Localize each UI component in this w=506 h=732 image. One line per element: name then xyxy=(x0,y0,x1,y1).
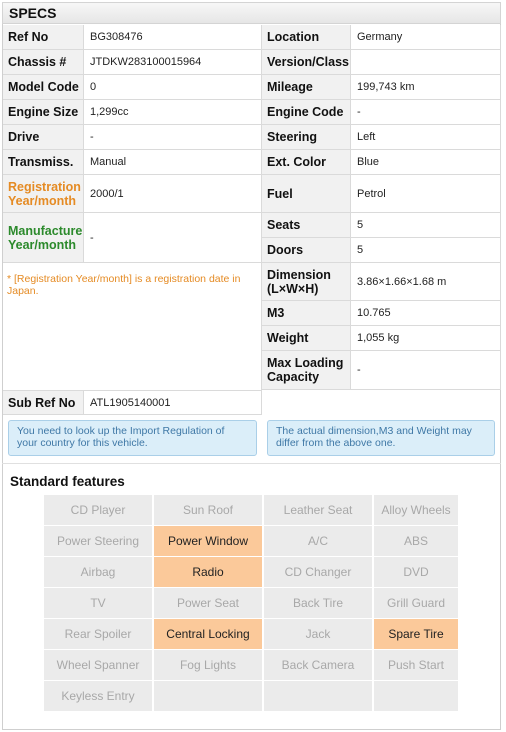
manufacture-label xyxy=(3,213,84,263)
feature-cell-empty xyxy=(374,681,458,711)
mileage-label: Mileage xyxy=(262,75,351,100)
registration-label-line1: Registration xyxy=(8,179,81,194)
dimension-label xyxy=(262,263,351,301)
standard-features-grid xyxy=(44,495,458,711)
feature-cell-empty xyxy=(264,681,372,711)
registration-note-line1: * [Registration Year/month] is a registration date in xyxy=(7,273,241,285)
feature-cell: Rear Spoiler xyxy=(44,619,152,649)
sub-ref-no-value: ATL1905140001 xyxy=(84,390,262,415)
feature-cell: Radio xyxy=(154,557,262,587)
ext-color-value: Blue xyxy=(351,150,501,175)
feature-cell: Jack xyxy=(264,619,372,649)
feature-cell: Power Seat xyxy=(154,588,262,618)
feature-cell: TV xyxy=(44,588,152,618)
feature-cell: A/C xyxy=(264,526,372,556)
steering-value: Left xyxy=(351,125,501,150)
weight-label: Weight xyxy=(262,326,351,351)
location-value: Germany xyxy=(351,25,501,50)
feature-cell: CD Changer xyxy=(264,557,372,587)
model-code-label: Model Code xyxy=(3,75,84,100)
feature-cell: Sun Roof xyxy=(154,495,262,525)
import-notice-line2: your country for this vehicle. xyxy=(17,437,148,449)
seats-value: 5 xyxy=(351,213,501,238)
ref-no-label: Ref No xyxy=(3,25,84,50)
feature-cell: Central Locking xyxy=(154,619,262,649)
chassis-value: JTDKW283100015964 xyxy=(84,50,262,75)
engine-code-label: Engine Code xyxy=(262,100,351,125)
manufacture-value: - xyxy=(84,213,262,263)
feature-cell: Power Steering xyxy=(44,526,152,556)
registration-label-line2: Year/month xyxy=(8,193,77,208)
chassis-label: Chassis # xyxy=(3,50,84,75)
doors-value: 5 xyxy=(351,238,501,263)
feature-cell: DVD xyxy=(374,557,458,587)
feature-cell: Airbag xyxy=(44,557,152,587)
version-class-label: Version/Class xyxy=(262,50,351,75)
dimension-notice-line1: The actual dimension,M3 and Weight may xyxy=(276,425,472,437)
max-loading-label xyxy=(262,351,351,390)
registration-note xyxy=(3,263,262,390)
drive-label: Drive xyxy=(3,125,84,150)
seats-label: Seats xyxy=(262,213,351,238)
dimension-disclaimer-notice xyxy=(267,420,495,456)
import-regulation-notice xyxy=(8,420,257,456)
feature-cell: CD Player xyxy=(44,495,152,525)
weight-value: 1,055 kg xyxy=(351,326,501,351)
feature-cell: Fog Lights xyxy=(154,650,262,680)
engine-size-value: 1,299cc xyxy=(84,100,262,125)
manufacture-label-line1: Manufacture xyxy=(8,223,83,238)
ref-no-value: BG308476 xyxy=(84,25,262,50)
section-header: SPECS xyxy=(2,2,501,24)
feature-cell: Leather Seat xyxy=(264,495,372,525)
dimension-value: 3.86×1.66×1.68 m xyxy=(351,263,501,301)
feature-cell: Alloy Wheels xyxy=(374,495,458,525)
sub-ref-no-label: Sub Ref No xyxy=(3,390,84,415)
m3-value: 10.765 xyxy=(351,301,501,326)
standard-features-title: Standard features xyxy=(10,474,125,489)
fuel-value: Petrol xyxy=(351,175,501,213)
feature-cell: ABS xyxy=(374,526,458,556)
dimension-notice-line2: differ from the above one. xyxy=(276,437,396,449)
model-code-value: 0 xyxy=(84,75,262,100)
feature-cell: Wheel Spanner xyxy=(44,650,152,680)
engine-size-label: Engine Size xyxy=(3,100,84,125)
import-notice-line1: You need to look up the Import Regulation of xyxy=(17,425,225,437)
location-label: Location xyxy=(262,25,351,50)
feature-cell: Power Window xyxy=(154,526,262,556)
transmission-value: Manual xyxy=(84,150,262,175)
m3-label: M3 xyxy=(262,301,351,326)
registration-note-line2: Japan. xyxy=(7,285,39,297)
max-loading-label-line2: Capacity xyxy=(267,370,320,384)
ext-color-label: Ext. Color xyxy=(262,150,351,175)
feature-cell-empty xyxy=(154,681,262,711)
feature-cell: Push Start xyxy=(374,650,458,680)
feature-cell: Back Tire xyxy=(264,588,372,618)
manufacture-label-line2: Year/month xyxy=(8,237,77,252)
version-class-value xyxy=(351,50,501,75)
dimension-label-line2: (L×W×H) xyxy=(267,281,319,296)
transmission-label: Transmiss. xyxy=(3,150,84,175)
doors-label: Doors xyxy=(262,238,351,263)
feature-cell: Back Camera xyxy=(264,650,372,680)
registration-label xyxy=(3,175,84,213)
feature-cell: Grill Guard xyxy=(374,588,458,618)
max-loading-label-line1: Max Loading xyxy=(267,356,344,370)
max-loading-value: - xyxy=(351,351,501,390)
fuel-label: Fuel xyxy=(262,175,351,213)
engine-code-value: - xyxy=(351,100,501,125)
feature-cell: Keyless Entry xyxy=(44,681,152,711)
registration-value: 2000/1 xyxy=(84,175,262,213)
drive-value: - xyxy=(84,125,262,150)
mileage-value: 199,743 km xyxy=(351,75,501,100)
steering-label: Steering xyxy=(262,125,351,150)
feature-cell: Spare Tire xyxy=(374,619,458,649)
dimension-label-line1: Dimension xyxy=(267,267,331,282)
